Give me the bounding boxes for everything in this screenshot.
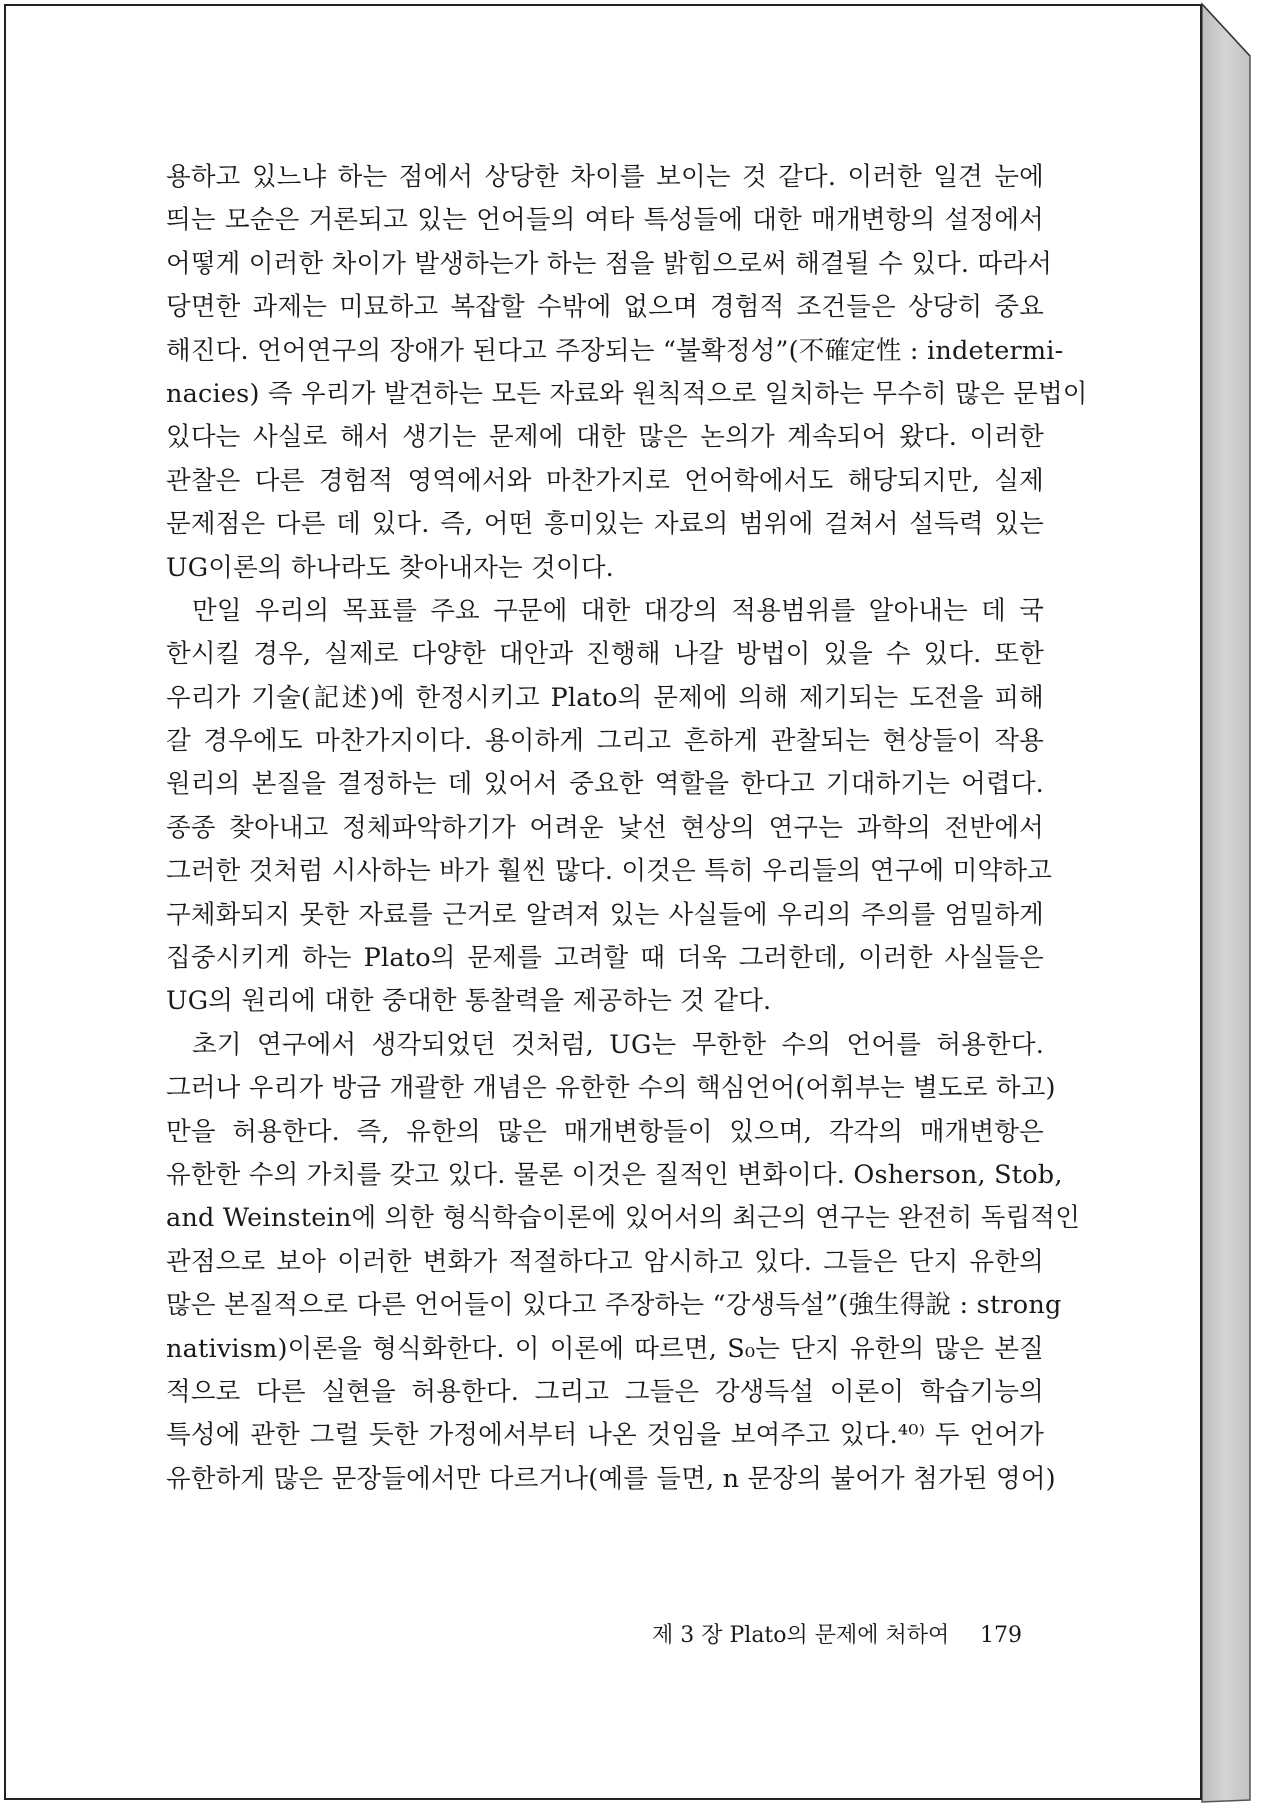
text-line: nativism)이론을 형식화한다. 이 이론에 따르면, S₀는 단지 유한의 많은 본질 <box>166 1333 1044 1364</box>
text-line: 그러나 우리가 방금 개괄한 개념은 유한한 수의 핵심언어(어휘부는 별도로 하고) <box>166 1073 1056 1104</box>
text-line: 어떻게 이러한 차이가 발생하는가 하는 점을 밝힘으로써 해결될 수 있다. 따라서 <box>166 248 1053 279</box>
text-line: UG이론의 하나라도 찾아내자는 것이다. <box>166 552 614 583</box>
text-line: 있다는 사실로 해서 생기는 문제에 대한 많은 논의가 계속되어 왔다. 이러한 <box>166 422 1044 453</box>
text-line: 관점으로 보아 이러한 변화가 적절하다고 암시하고 있다. 그들은 단지 유한의 <box>166 1246 1044 1277</box>
text-line: 특성에 관한 그럴 듯한 가정에서부터 나온 것임을 보여주고 있다.⁴⁰⁾ 두 언어가 <box>166 1420 1044 1451</box>
text-line: 갈 경우에도 마찬가지이다. 용이하게 그리고 흔하게 관찰되는 현상들이 작용 <box>166 726 1044 757</box>
text-line: 만을 허용한다. 즉, 유한의 많은 매개변항들이 있으며, 각각의 매개변항은 <box>166 1116 1044 1147</box>
text-line: nacies) 즉 우리가 발견하는 모든 자료와 원칙적으로 일치하는 무수히 많은 문법이 <box>166 378 1088 409</box>
running-footer-chapter: 제 3 장 Plato의 문제에 처하여 <box>652 1623 950 1648</box>
text-line: 당면한 과제는 미묘하고 복잡할 수밖에 없으며 경험적 조건들은 상당히 중요 <box>166 292 1044 323</box>
text-line: 종종 찾아내고 정체파악하기가 어려운 낯선 현상의 연구는 과학의 전반에서 <box>166 812 1044 843</box>
text-line: UG의 원리에 대한 중대한 통찰력을 제공하는 것 같다. <box>166 986 772 1017</box>
text-line: 집중시키게 하는 Plato의 문제를 고려할 때 더욱 그러한데, 이러한 사실들은 <box>166 943 1044 974</box>
text-line: 구체화되지 못한 자료를 근거로 알려져 있는 사실들에 우리의 주의를 엄밀하게 <box>166 899 1044 930</box>
text-line: 관찰은 다른 경험적 영역에서와 마찬가지로 언어학에서도 해당되지만, 실제 <box>166 465 1044 496</box>
page-footer <box>6 1616 1204 1656</box>
text-line: 많은 본질적으로 다른 언어들이 있다고 주장하는 “강생득설”(強生得說 : strong <box>166 1290 1062 1321</box>
book-page <box>4 4 1202 1800</box>
text-line: 우리가 기술(記述)에 한정시키고 Plato의 문제에 의해 제기되는 도전을 피해 <box>166 682 1044 713</box>
text-line: 용하고 있느냐 하는 점에서 상당한 차이를 보이는 것 같다. 이러한 일견 눈에 <box>166 162 1044 192</box>
body-text <box>166 156 1088 1501</box>
page-number: 179 <box>980 1623 1022 1648</box>
text-line: and Weinstein에 의한 형식학습이론에 있어서의 최근의 연구는 완전히 독립적인 <box>166 1203 1081 1234</box>
text-line: 띄는 모순은 거론되고 있는 언어들의 여타 특성들에 대한 매개변항의 설정에서 <box>166 205 1044 236</box>
text-line: 원리의 본질을 결정하는 데 있어서 중요한 역할을 한다고 기대하기는 어렵다. <box>166 769 1044 800</box>
text-line: 해진다. 언어연구의 장애가 된다고 주장되는 “불확정성”(不確定性 : indetermi- <box>166 335 1064 366</box>
text-line: 만일 우리의 목표를 주요 구문에 대한 대강의 적용범위를 알아내는 데 국 <box>192 595 1044 626</box>
text-line: 문제점은 다른 데 있다. 즉, 어떤 흥미있는 자료의 범위에 걸쳐서 설득력 있는 <box>166 509 1044 540</box>
text-line: 한시킬 경우, 실제로 다양한 대안과 진행해 나갈 방법이 있을 수 있다. 또한 <box>166 639 1044 670</box>
text-line: 유한한 수의 가치를 갖고 있다. 물론 이것은 질적인 변화이다. Osherson, Stob, <box>166 1159 1063 1190</box>
text-line: 초기 연구에서 생각되었던 것처럼, UG는 무한한 수의 언어를 허용한다. <box>192 1029 1044 1060</box>
text-line: 그러한 것처럼 시사하는 바가 훨씬 많다. 이것은 특히 우리들의 연구에 미약하고 <box>166 856 1053 887</box>
text-line: 적으로 다른 실현을 허용한다. 그리고 그들은 강생득설 이론이 학습기능의 <box>166 1376 1044 1407</box>
text-line: 유한하게 많은 문장들에서만 다르거나(예를 들면, n 문장의 불어가 첨가된 영어) <box>166 1463 1056 1494</box>
